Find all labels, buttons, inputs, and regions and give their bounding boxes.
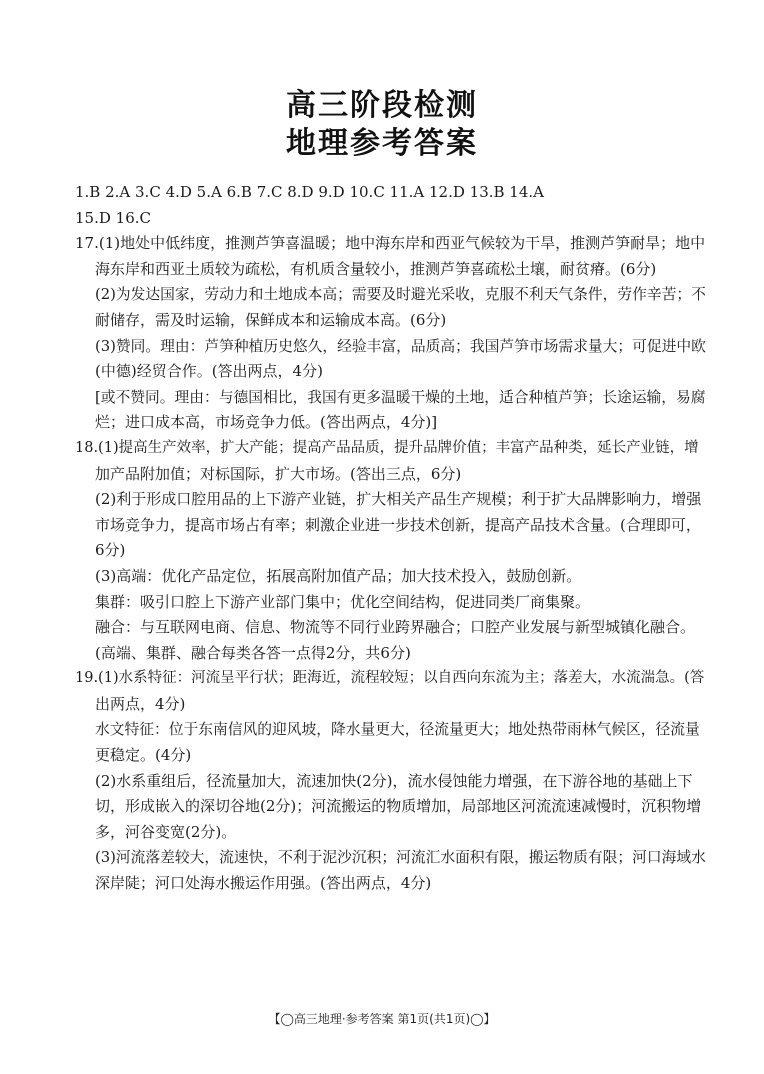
answer-line: 1.B 2.A 3.C 4.D 5.A 6.B 7.C 8.D 9.D 10.C 11.A 12.D 13.B 14.A <box>75 183 544 201</box>
answer-line: 水文特征：位于东南信风的迎风坡，降水量更大，径流量更大；地处热带雨林气候区，径流量 <box>95 721 700 739</box>
answer-line: 15.D 16.C <box>75 208 151 227</box>
answer-line: 耐储存，需及时运输，保鲜成本和运输成本高。(6分) <box>95 310 447 329</box>
answer-line: 19.(1)水系特征：河流呈平行状；距海近，流程较短；以自西向东流为主；落差大，水流湍急。(答 <box>75 670 705 687</box>
answer-line: (2)水系重组后，径流量加大，流速加快(2分)，流水侵蚀能力增强，在下游谷地的基础上下 <box>95 771 693 790</box>
answer-line: [或不赞同。理由：与德国相比，我国有更多温暖干燥的土地，适合种植芦笋；长途运输，易腐 <box>95 388 706 406</box>
page-title: 高三阶段检测 <box>286 88 478 123</box>
answer-line: (3)赞同。理由：芦笋种植历史悠久，经验丰富，品质高；我国芦笋市场需求量大；可促进中欧 <box>95 337 706 355</box>
answer-line: (中德)经贸合作。(答出两点，4分) <box>95 362 323 381</box>
page-footer: 【◯高三地理·参考答案 第1页(共1页)◯】 <box>268 1012 496 1026</box>
answer-line: 更稳定。(4分) <box>95 746 192 765</box>
answer-line: 集群：吸引口腔上下游产业部门集中；优化空间结构，促进同类厂商集聚。 <box>95 592 591 611</box>
answer-line: (2)为发达国家，劳动力和土地成本高；需要及时避光采收，克服不利天气条件，劳作辛苦；不 <box>95 286 706 304</box>
answer-line: 海东岸和西亚土质较为疏松，有机质含量较小，推测芦笋喜疏松土壤，耐贫瘠。(6分) <box>95 259 657 278</box>
answer-line: 出两点，4分) <box>95 694 186 713</box>
answer-line: 融合：与互联网电商、信息、物流等不同行业跨界融合；口腔产业发展与新型城镇化融合。 <box>95 618 696 637</box>
answer-line: 多，河谷变宽(2分)。 <box>95 822 237 841</box>
answer-content <box>75 180 705 897</box>
answer-line: 市场竞争力，提高市场占有率；刺激企业进一步技术创新，提高产品技术含量。(合理即可， <box>95 515 701 534</box>
page-subtitle: 地理参考答案 <box>286 126 478 161</box>
answer-line: 烂；进口成本高，市场竞争力低。(答出两点，4分)] <box>95 413 438 432</box>
answer-line: 切，形成嵌入的深切谷地(2分)；河流搬运的物质增加，局部地区河流流速减慢时，沉积物增 <box>95 797 702 816</box>
answer-line: 17.(1)地处中低纬度，推测芦笋喜温暖；地中海东岸和西亚气候较为干旱，推测芦笋耐旱；地中 <box>75 234 706 253</box>
answer-line: 深岸陡；河口处海水搬运作用强。(答出两点，4分) <box>95 874 432 893</box>
answer-line: 6分) <box>95 541 126 560</box>
answer-line: 加产品附加值；对标国际，扩大市场。(答出三点，6分) <box>95 464 462 483</box>
answer-line: (3)高端：优化产品定位，拓展高附加值产品；加大技术投入，鼓励创新。 <box>95 566 582 585</box>
answer-line: 18.(1)提高生产效率，扩大产能；提高产品品质，提升品牌价值；丰富产品种类，延长产业链，增 <box>75 439 699 456</box>
answer-line: (3)河流落差较大，流速快，不利于泥沙沉积；河流汇水面积有限，搬运物质有限；河口海域水 <box>95 849 706 867</box>
answer-line: (2)利于形成口腔用品的上下游产业链，扩大相关产品生产规模；利于扩大品牌影响力，增强 <box>95 490 702 509</box>
answer-line: (高端、集群、融合每类各答一点得2分，共6分) <box>95 643 411 662</box>
